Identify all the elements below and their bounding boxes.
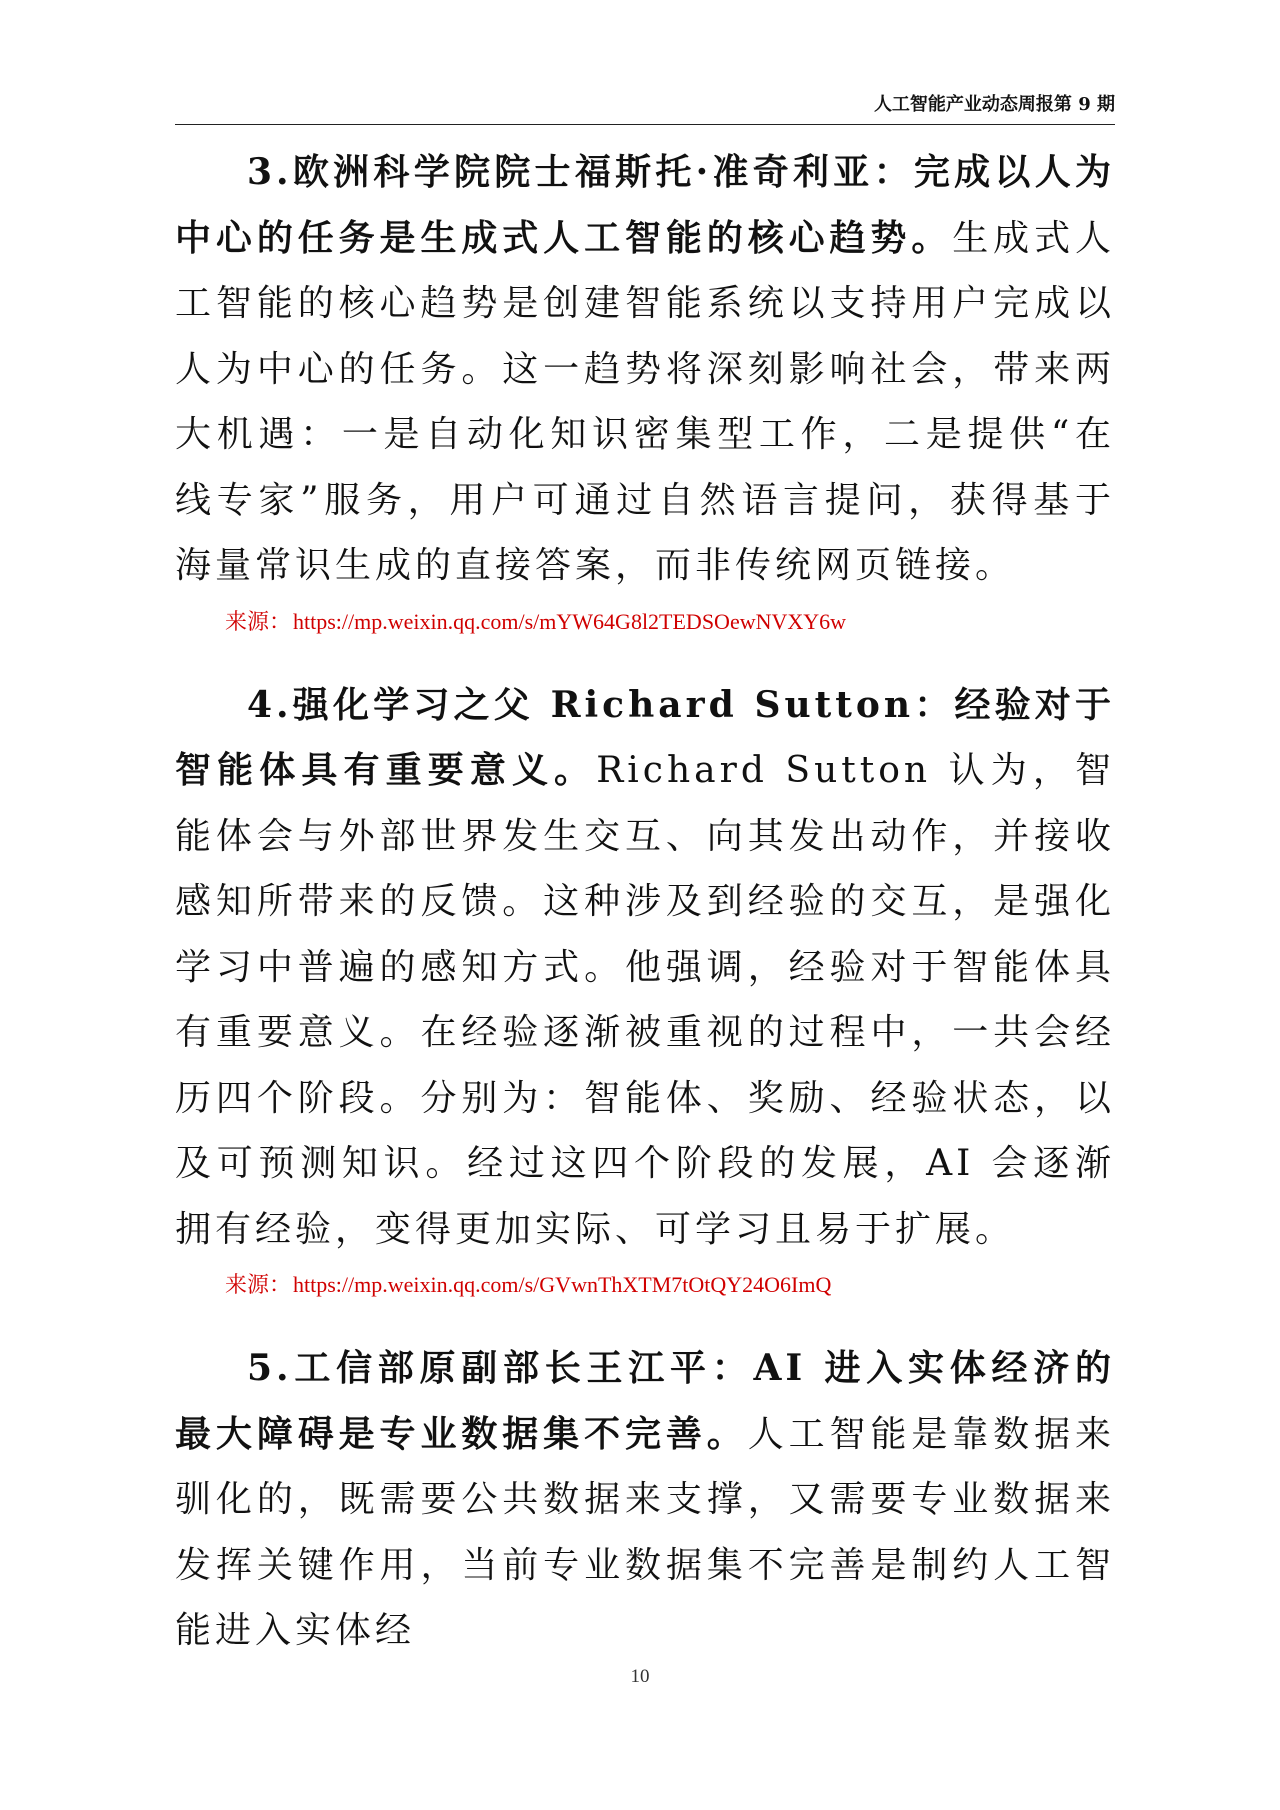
source-link[interactable]: https://mp.weixin.qq.com/s/GVwnThXTM7tOtQY24O6ImQ: [293, 1272, 832, 1297]
news-item-4-body: Richard Sutton 认为，智能体会与外部世界发生交互、向其发出动作，并接收感知所带来的反馈。这种涉及到经验的交互，是强化学习中普遍的感知方式。他强调，经验对于智能体具有重要意义。在经验逐渐被重视的过程中，一共会经历四个阶段。分别为：智能体、奖励、经验状态，以及可预测知识。经过这四个阶段的发展，AI 会逐渐拥有经验，变得更加实际、可学习且易于扩展。: [175, 750, 1115, 1250]
source-label: 来源：: [225, 608, 292, 634]
news-item-3-headline: 3.欧洲科学院院士福斯托·准奇利亚：完成以人为中心的任务是生成式人工智能的核心趋势。: [175, 151, 1115, 259]
running-header: 人工智能产业动态周报第 9 期: [873, 94, 1115, 115]
news-item-5-body: 人工智能是靠数据来驯化的，既需要公共数据来支撑，又需要专业数据来发挥关键作用，当前专业数据集不完善是制约人工智能进入实体经: [175, 1413, 1115, 1651]
news-item-3-source: [225, 602, 1115, 642]
news-item-3-body: 生成式人工智能的核心趋势是创建智能系统以支持用户完成以人为中心的任务。这一趋势将深刻影响社会，带来两大机遇：一是自动化知识密集型工作，二是提供“在线专家”服务，用户可通过自然语言提问，获得基于海量常识生成的直接答案，而非传统网页链接。: [175, 217, 1115, 586]
source-label: 来源：: [225, 1272, 292, 1297]
header-rule: [175, 124, 1115, 125]
news-item-3: [175, 140, 1115, 599]
source-link[interactable]: https://mp.weixin.qq.com/s/mYW64G8l2TEDSOewNVXY6w: [293, 608, 847, 634]
news-item-4-source: [225, 1265, 1115, 1305]
news-item-5-headline: 5.工信部原副部长王江平：AI 进入实体经济的最大障碍是专业数据集不完善。: [175, 1347, 1115, 1455]
news-item-4: [175, 673, 1115, 1263]
news-item-5: [175, 1336, 1115, 1664]
page-content: [175, 140, 1115, 1664]
page-number: 10: [630, 1666, 650, 1687]
news-item-4-headline: 4.强化学习之父 Richard Sutton：经验对于智能体具有重要意义。: [175, 683, 1115, 791]
